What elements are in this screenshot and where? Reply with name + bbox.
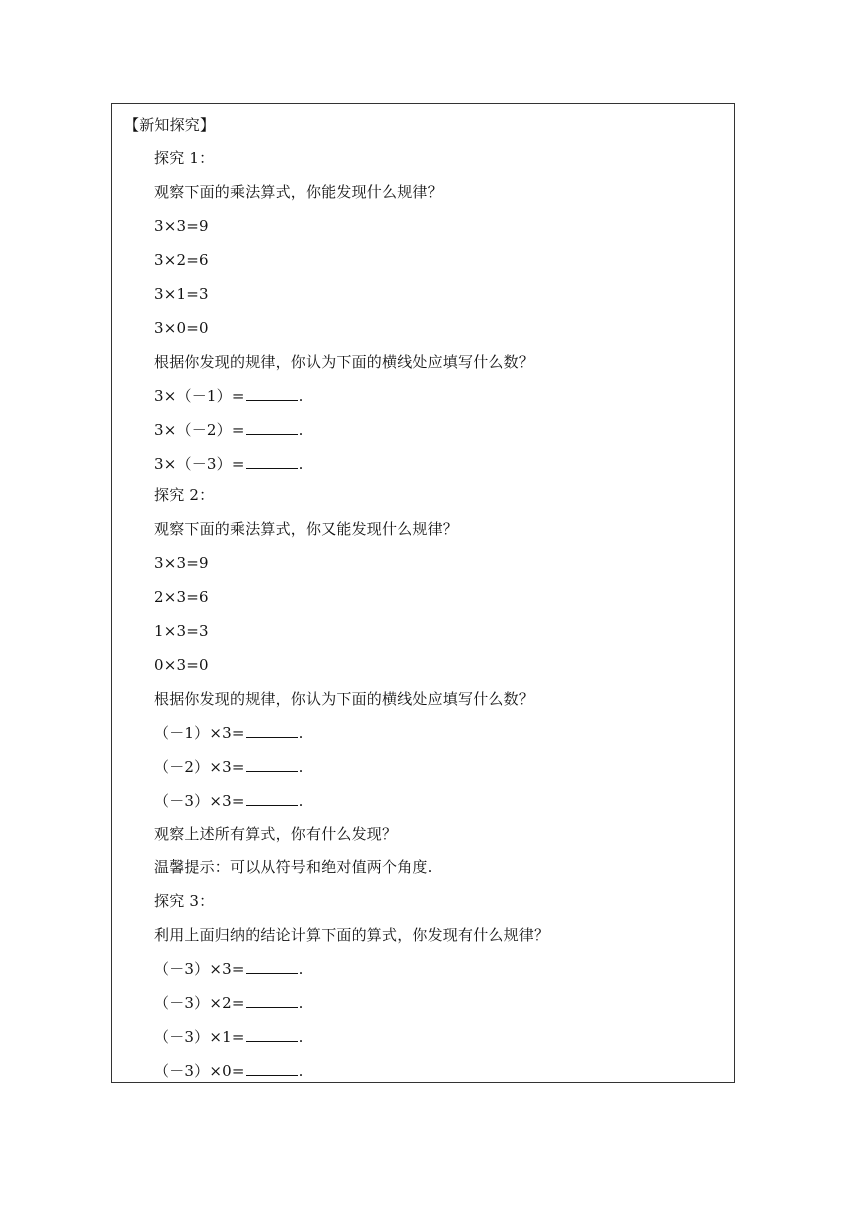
fill-expression: （－3）×2= <box>154 994 245 1012</box>
explore1-equation: 3×2=6 <box>154 251 209 269</box>
fill-end: . <box>298 758 304 776</box>
content-frame <box>111 103 735 1083</box>
explore2-fill-item <box>154 757 304 777</box>
explore3-fill-item <box>154 1061 304 1081</box>
explore2-equation: 1×3=3 <box>154 622 209 640</box>
answer-blank[interactable] <box>246 993 298 1008</box>
fill-end: . <box>298 455 304 473</box>
fill-expression: 3×（－2）= <box>154 421 245 439</box>
explore1-title: 探究 1： <box>154 149 215 167</box>
explore2-equation: 0×3=0 <box>154 656 209 674</box>
fill-expression: （－3）×0= <box>154 1062 245 1080</box>
explore2-question: 观察下面的乘法算式，你又能发现什么规律？ <box>154 520 459 538</box>
fill-end: . <box>298 994 304 1012</box>
explore1-equation: 3×1=3 <box>154 285 209 303</box>
explore1-prompt: 根据你发现的规律，你认为下面的横线处应填写什么数？ <box>154 353 535 371</box>
explore2-observe: 观察上述所有算式，你有什么发现？ <box>154 825 398 843</box>
explore3-fill-item <box>154 959 304 979</box>
explore2-equation: 2×3=6 <box>154 588 209 606</box>
explore3-title: 探究 3： <box>154 892 215 910</box>
explore1-fill-item <box>154 386 304 406</box>
answer-blank[interactable] <box>246 454 298 469</box>
answer-blank[interactable] <box>246 791 298 806</box>
answer-blank[interactable] <box>246 757 298 772</box>
explore3-fill-item <box>154 1027 304 1047</box>
fill-expression: （－1）×3= <box>154 724 245 742</box>
explore1-question: 观察下面的乘法算式，你能发现什么规律？ <box>154 183 443 201</box>
explore2-prompt: 根据你发现的规律，你认为下面的横线处应填写什么数？ <box>154 690 535 708</box>
explore1-equation: 3×3=9 <box>154 217 209 235</box>
explore1-equation: 3×0=0 <box>154 319 209 337</box>
fill-end: . <box>298 1028 304 1046</box>
explore3-fill-item <box>154 993 304 1013</box>
explore2-title: 探究 2： <box>154 486 215 504</box>
fill-end: . <box>298 421 304 439</box>
fill-expression: （－2）×3= <box>154 758 245 776</box>
explore1-fill-item <box>154 454 304 474</box>
fill-end: . <box>298 387 304 405</box>
fill-expression: 3×（－3）= <box>154 455 245 473</box>
answer-blank[interactable] <box>246 386 298 401</box>
fill-expression: （－3）×3= <box>154 792 245 810</box>
fill-end: . <box>298 960 304 978</box>
fill-end: . <box>298 792 304 810</box>
explore1-fill-item <box>154 420 304 440</box>
fill-expression: （－3）×3= <box>154 960 245 978</box>
explore2-fill-item <box>154 791 304 811</box>
explore2-equation: 3×3=9 <box>154 554 209 572</box>
explore2-hint: 温馨提示：可以从符号和绝对值两个角度. <box>154 858 433 876</box>
fill-expression: （－3）×1= <box>154 1028 245 1046</box>
answer-blank[interactable] <box>246 1061 298 1076</box>
explore2-fill-item <box>154 723 304 743</box>
fill-expression: 3×（－1）= <box>154 387 245 405</box>
explore3-question: 利用上面归纳的结论计算下面的算式，你发现有什么规律？ <box>154 926 550 944</box>
answer-blank[interactable] <box>246 1027 298 1042</box>
fill-end: . <box>298 724 304 742</box>
answer-blank[interactable] <box>246 723 298 738</box>
section-title: 【新知探究】 <box>124 116 216 134</box>
fill-end: . <box>298 1062 304 1080</box>
answer-blank[interactable] <box>246 959 298 974</box>
answer-blank[interactable] <box>246 420 298 435</box>
